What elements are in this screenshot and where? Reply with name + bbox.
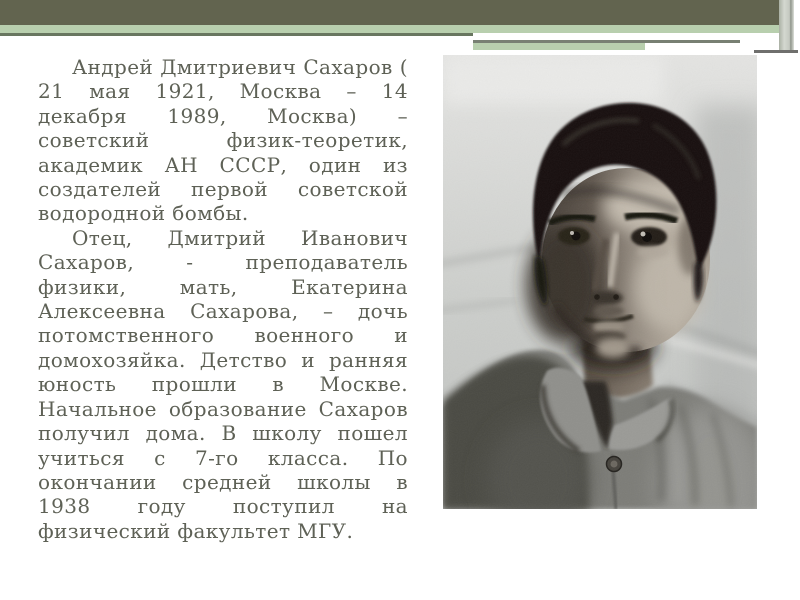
header-olive-bar bbox=[0, 0, 779, 25]
header-sage-band bbox=[0, 25, 779, 33]
paragraph-family: Отец, Дмитрий Иванович Сахаров, - преподаватель физики, мать, Екатерина Алексеевна Сахарова, – дочь потомственного военного и домохозяйка. Детство и ранняя юность прошли в Москве. Начальное образование Сахаров получил дома. В школу пошел учиться с 7-го класса. По окончании средней школы в 1938 году поступил на физический факультет МГУ. bbox=[38, 225, 408, 543]
header-accent-line-left bbox=[0, 33, 473, 36]
header-right-vertical-bar bbox=[779, 0, 794, 50]
paragraph-biography: Андрей Дмитриевич Сахаров ( 21 мая 1921, Москва – 14 декабря 1989, Москва) – советский физик-теоретик, академик АН СССР, один из создателей первой советской водородной бомбы. bbox=[38, 55, 408, 226]
header-sage-strip bbox=[473, 43, 645, 50]
body-text-block bbox=[38, 55, 408, 543]
portrait-photo-graphic bbox=[443, 55, 757, 509]
header-accent-line-right bbox=[754, 50, 798, 53]
sakharov-portrait-photo bbox=[443, 55, 757, 509]
